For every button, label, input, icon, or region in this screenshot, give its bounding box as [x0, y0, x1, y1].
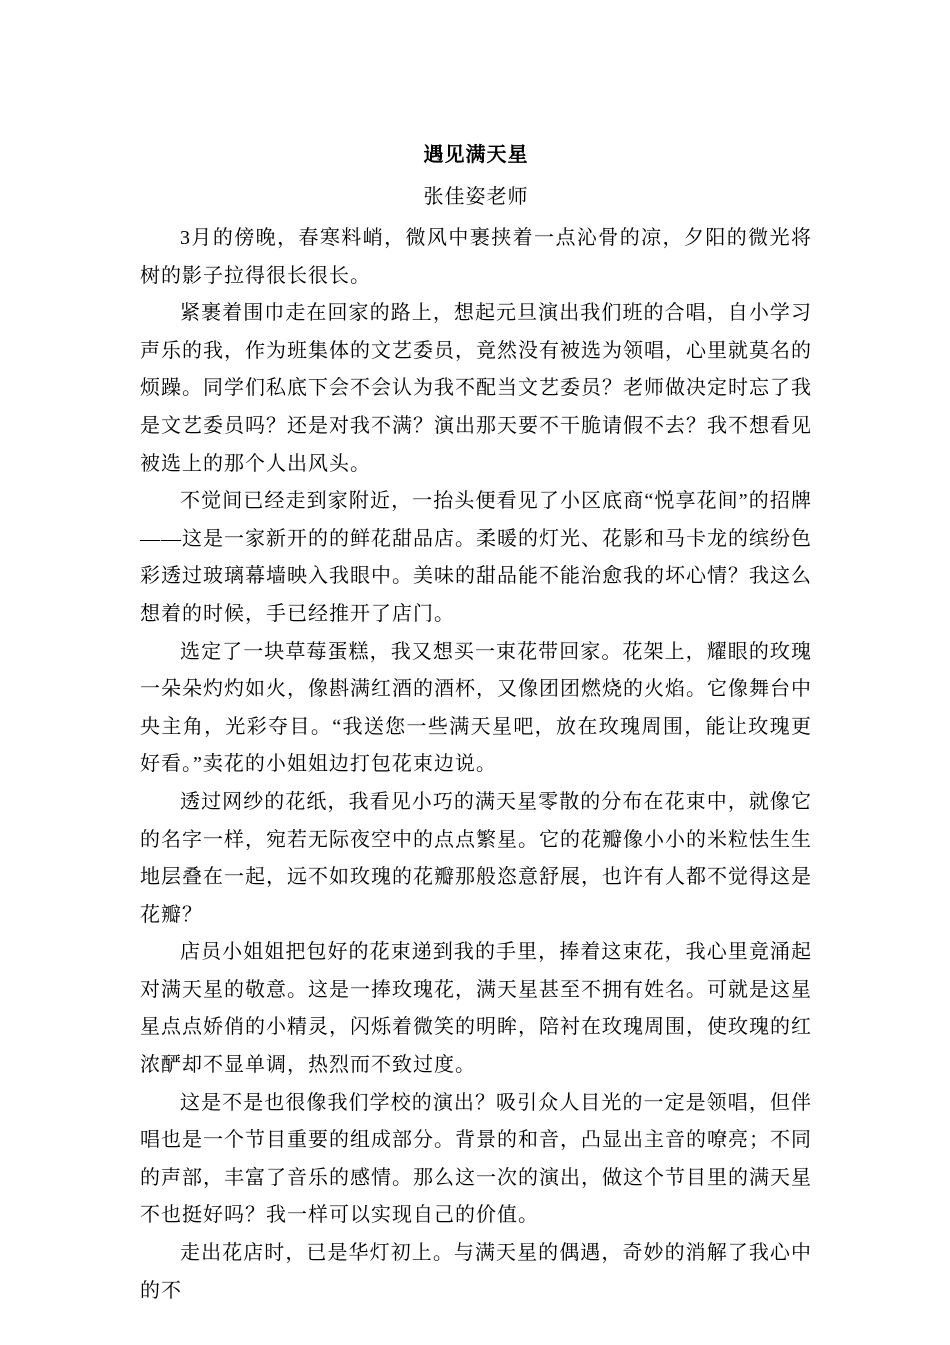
- document-author: 张佳姿老师: [423, 186, 529, 208]
- document-content: [140, 136, 812, 1310]
- paragraph: 不觉间已经走到家附近，一抬头便看见了小区底商“悦享花间”的招牌——这是一家新开的的鲜花甜品店。柔暖的灯光、花影和马卡龙的缤纷色彩透过玻璃幕墙映入我眼中。美味的甜品能不能治愈我的坏心情？我这么想着的时候，手已经推开了店门。: [140, 490, 812, 625]
- paragraph: 紧裹着围巾走在回家的路上，想起元旦演出我们班的合唱，自小学习声乐的我，作为班集体的文艺委员，竟然没有被选为领唱，心里就莫名的烦躁。同学们私底下会不会认为我不配当文艺委员？老师做决定时忘了我是文艺委员吗？还是对我不满？演出那天要不干脆请假不去？我不想看见被选上的那个人出风头。: [140, 302, 812, 475]
- paragraph: 选定了一块草莓蛋糕，我又想买一束花带回家。花架上，耀眼的玫瑰一朵朵灼灼如火，像斟满红酒的酒杯，又像团团燃烧的火焰。它像舞台中央主角，光彩夺目。“我送您一些满天星吧，放在玫瑰周围，能让玫瑰更好看。”卖花的小姐姐边打包花束边说。: [140, 640, 812, 776]
- paragraph: 3月的傍晚，春寒料峭，微风中裹挟着一点沁骨的凉，夕阳的微光将树的影子拉得很长很长。: [140, 227, 812, 287]
- paragraph: 店员小姐姐把包好的花束递到我的手里，捧着这束花，我心里竟涌起对满天星的敬意。这是一捧玫瑰花，满天星甚至不拥有姓名。可就是这星星点点娇俏的小精灵，闪烁着微笑的明眸，陪衬在玫瑰周围，使玫瑰的红浓酽却不显单调，热烈而不致过度。: [140, 941, 812, 1077]
- paragraph: 走出花店时，已是华灯初上。与满天星的偶遇，奇妙的消解了我心中的不: [140, 1242, 812, 1302]
- paragraph: 这是不是也很像我们学校的演出？吸引众人目光的一定是领唱，但伴唱也是一个节目重要的组成部分。背景的和音，凸显出主音的嘹亮；不同的声部，丰富了音乐的感情。那么这一次的演出，做这个节目里的满天星不也挺好吗？我一样可以实现自己的价值。: [140, 1091, 812, 1227]
- paragraph: 透过网纱的花纸，我看见小巧的满天星零散的分布在花束中，就像它的名字一样，宛若无际夜空中的点点繁星。它的花瓣像小小的米粒怯生生地层叠在一起，远不如玫瑰的花瓣那般恣意舒展，也许有人都不觉得这是花瓣？: [140, 790, 812, 926]
- document-title: 遇见满天星: [423, 144, 529, 166]
